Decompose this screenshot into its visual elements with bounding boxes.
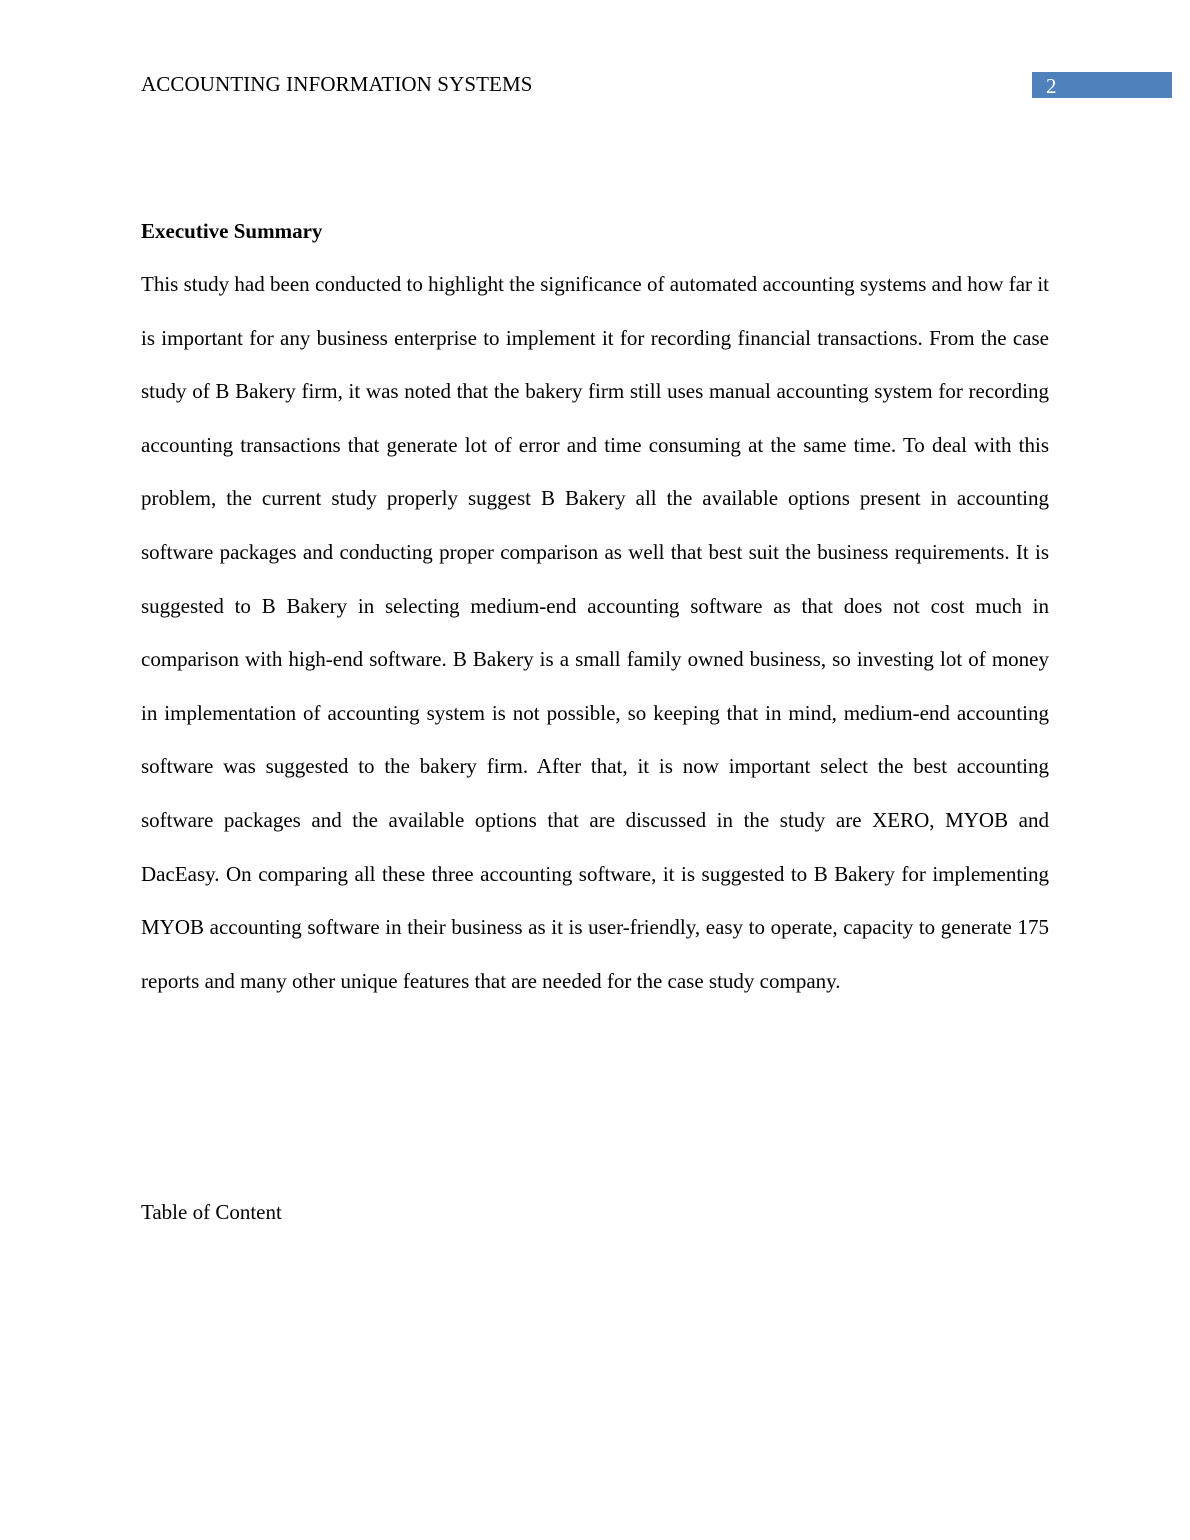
executive-summary-body: This study had been conducted to highlight the significance of automated accounting systems and how far it is important for any business enterprise to implement it for recording financial transactions. From the case study of B Bakery firm, it was noted that the bakery firm still uses manual accounting system for recording accounting transactions that generate lot of error and time consuming at the same time. To deal with this problem, the current study properly suggest B Bakery all the available options present in accounting software packages and conducting proper comparison as well that best suit the business requirements. It is suggested to B Bakery in selecting medium-end accounting software as that does not cost much in comparison with high-end software. B Bakery is a small family owned business, so investing lot of money in implementation of accounting system is not possible, so keeping that in mind, medium-end accounting software was suggested to the bakery firm. After that, it is now important select the best accounting software packages and the available options that are discussed in the study are XERO, MYOB and DacEasy. On comparing all these three accounting software, it is suggested to B Bakery for implementing MYOB accounting software in their business as it is user-friendly, easy to operate, capacity to generate 175 reports and many other unique features that are needed for the case study company. <box>141 272 1049 993</box>
executive-summary-heading: Executive Summary <box>141 219 323 243</box>
page-number: 2 <box>1046 74 1057 98</box>
table-of-content-title: Table of Content <box>141 1200 282 1224</box>
page-number-badge <box>1032 72 1172 98</box>
running-head-title: ACCOUNTING INFORMATION SYSTEMS <box>141 72 533 96</box>
